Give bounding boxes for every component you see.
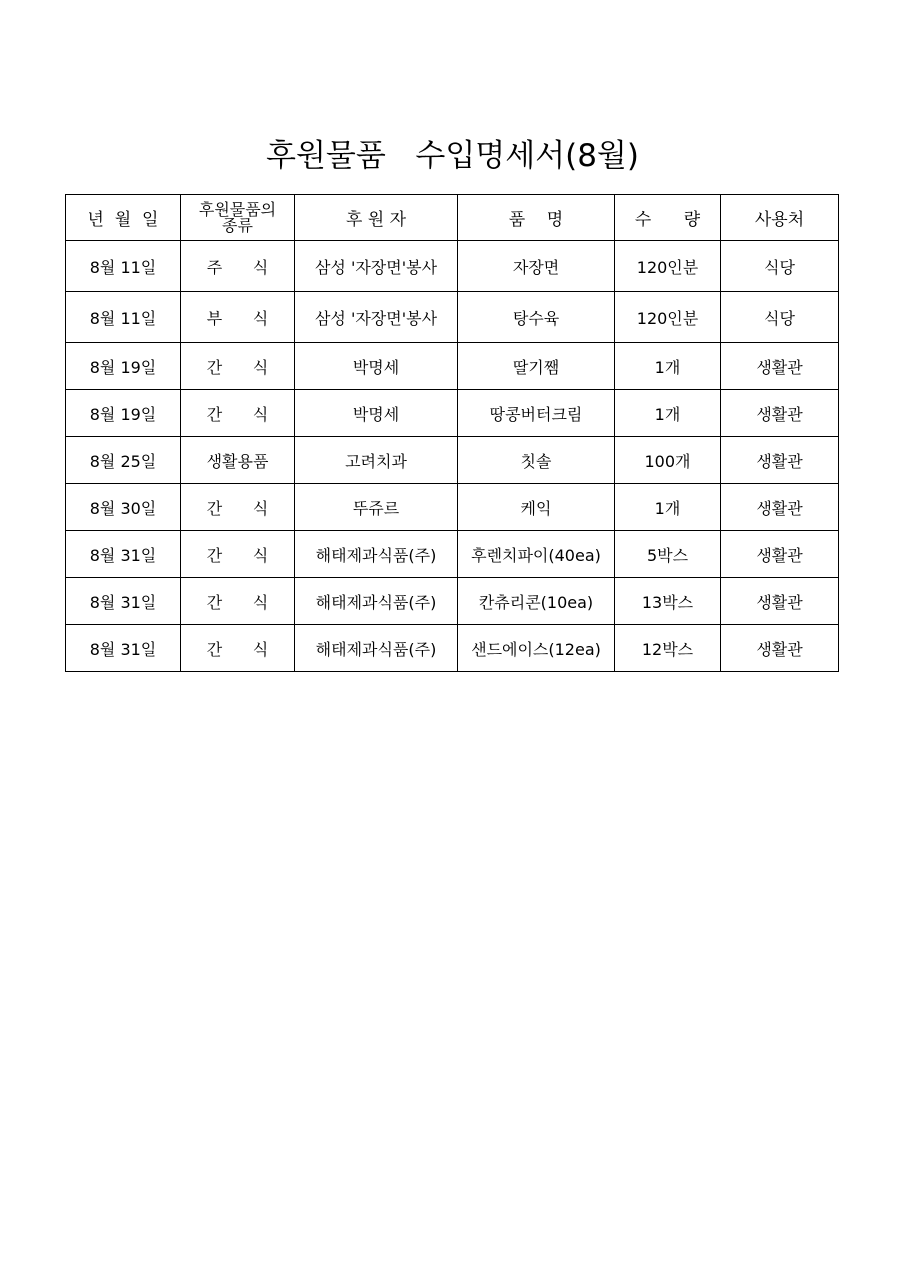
cell-donor: 박명세 xyxy=(295,390,458,437)
cell-date: 8월 19일 xyxy=(66,343,181,390)
cell-usage: 생활관 xyxy=(721,578,839,625)
table-row xyxy=(66,292,839,343)
cell-qty: 13박스 xyxy=(615,578,721,625)
header-item: 품 명 xyxy=(458,195,615,241)
cell-donor: 해태제과식품(주) xyxy=(295,625,458,672)
table-row xyxy=(66,390,839,437)
cell-usage: 생활관 xyxy=(721,625,839,672)
cell-qty: 1개 xyxy=(615,390,721,437)
header-donor: 후 원 자 xyxy=(295,195,458,241)
header-type xyxy=(181,195,295,241)
cell-item: 케익 xyxy=(458,484,615,531)
cell-date: 8월 31일 xyxy=(66,578,181,625)
cell-item: 칫솔 xyxy=(458,437,615,484)
table-row xyxy=(66,531,839,578)
cell-item: 샌드에이스(12ea) xyxy=(458,625,615,672)
cell-donor: 해태제과식품(주) xyxy=(295,578,458,625)
cell-type: 간 식 xyxy=(181,343,295,390)
cell-usage: 식당 xyxy=(721,292,839,343)
table-row xyxy=(66,484,839,531)
cell-date: 8월 19일 xyxy=(66,390,181,437)
cell-donor: 뚜쥬르 xyxy=(295,484,458,531)
table-row xyxy=(66,437,839,484)
cell-qty: 120인분 xyxy=(615,292,721,343)
cell-usage: 생활관 xyxy=(721,531,839,578)
cell-date: 8월 11일 xyxy=(66,292,181,343)
cell-type: 간 식 xyxy=(181,625,295,672)
cell-item: 딸기쨈 xyxy=(458,343,615,390)
table-row xyxy=(66,343,839,390)
cell-type: 생활용품 xyxy=(181,437,295,484)
cell-item: 칸츄리콘(10ea) xyxy=(458,578,615,625)
cell-type: 간 식 xyxy=(181,578,295,625)
header-date: 년 월 일 xyxy=(66,195,181,241)
cell-usage: 식당 xyxy=(721,241,839,292)
cell-usage: 생활관 xyxy=(721,484,839,531)
cell-type: 간 식 xyxy=(181,484,295,531)
cell-date: 8월 30일 xyxy=(66,484,181,531)
cell-date: 8월 31일 xyxy=(66,531,181,578)
cell-type: 간 식 xyxy=(181,531,295,578)
cell-qty: 100개 xyxy=(615,437,721,484)
donation-table xyxy=(65,194,839,672)
header-type-line1: 후원물품의 xyxy=(198,199,277,219)
cell-item: 자장면 xyxy=(458,241,615,292)
header-usage: 사용처 xyxy=(721,195,839,241)
cell-item: 후렌치파이(40ea) xyxy=(458,531,615,578)
cell-type: 간 식 xyxy=(181,390,295,437)
cell-usage: 생활관 xyxy=(721,343,839,390)
document-title: 후원물품 수입명세서(8월) xyxy=(266,138,639,174)
cell-date: 8월 31일 xyxy=(66,625,181,672)
cell-item: 탕수육 xyxy=(458,292,615,343)
cell-donor: 해태제과식품(주) xyxy=(295,531,458,578)
cell-qty: 5박스 xyxy=(615,531,721,578)
table-row xyxy=(66,578,839,625)
cell-donor: 삼성 '자장면'봉사 xyxy=(295,241,458,292)
cell-qty: 120인분 xyxy=(615,241,721,292)
cell-type: 주 식 xyxy=(181,241,295,292)
cell-qty: 1개 xyxy=(615,343,721,390)
cell-date: 8월 11일 xyxy=(66,241,181,292)
header-qty: 수 량 xyxy=(615,195,721,241)
cell-donor: 박명세 xyxy=(295,343,458,390)
cell-type: 부 식 xyxy=(181,292,295,343)
cell-usage: 생활관 xyxy=(721,390,839,437)
cell-qty: 1개 xyxy=(615,484,721,531)
cell-item: 땅콩버터크림 xyxy=(458,390,615,437)
table-row xyxy=(66,241,839,292)
cell-date: 8월 25일 xyxy=(66,437,181,484)
table-row xyxy=(66,625,839,672)
table-header-row xyxy=(66,195,839,241)
header-type-line2: 종류 xyxy=(222,215,253,235)
cell-qty: 12박스 xyxy=(615,625,721,672)
cell-usage: 생활관 xyxy=(721,437,839,484)
cell-donor: 고려치과 xyxy=(295,437,458,484)
cell-donor: 삼성 '자장면'봉사 xyxy=(295,292,458,343)
